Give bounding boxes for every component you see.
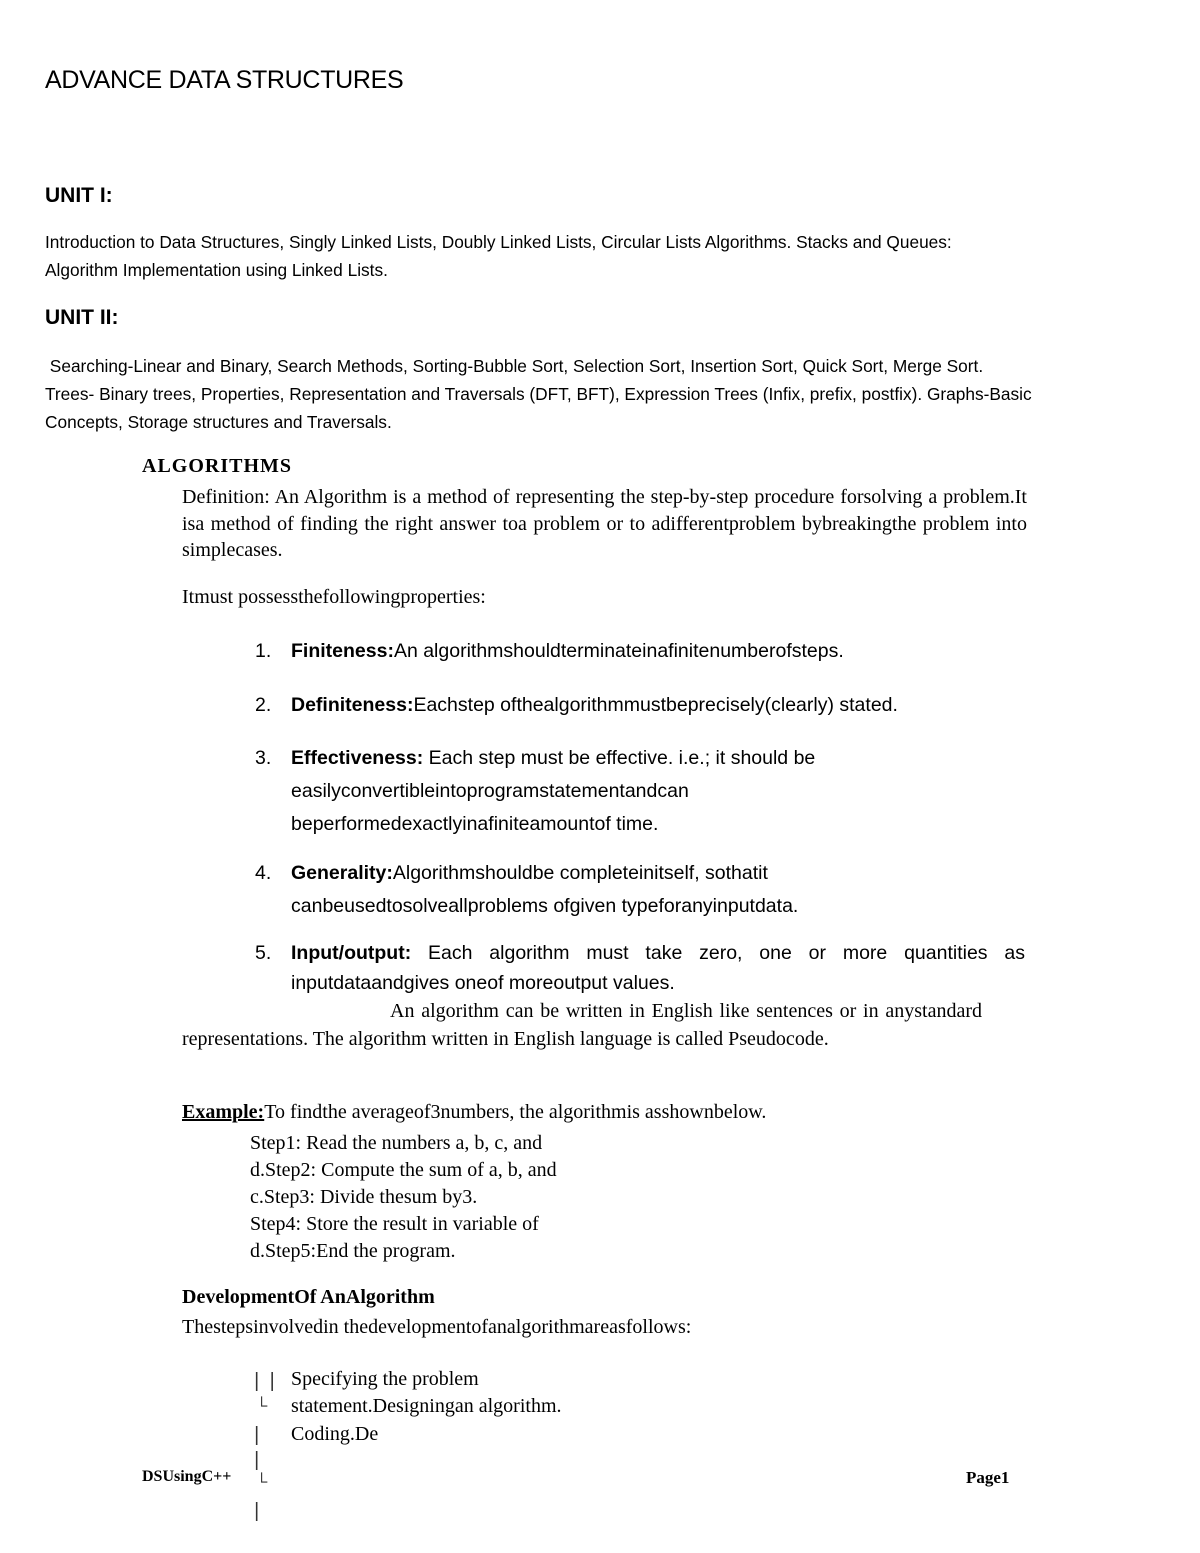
example-step: d.Step2: Compute the sum of a, b, and <box>250 1159 557 1181</box>
property-text: Each algorithm must take zero, one or more quantities as inputdataandgives oneof moreoutput values. <box>291 942 1025 994</box>
document-title: ADVANCE DATA STRUCTURES <box>45 66 404 94</box>
example-step: c.Step3: Divide thesum by3. <box>250 1186 478 1208</box>
properties-intro: Itmust possessthefollowingproperties: <box>182 586 486 608</box>
property-item <box>255 689 1025 722</box>
example-label: Example: <box>182 1101 265 1123</box>
property-number: 3. <box>255 747 272 769</box>
development-intro: Thestepsinvolvedin thedevelopmentofanalgorithmareasfollows: <box>182 1316 692 1338</box>
unit-1-heading: UNIT I: <box>45 184 113 207</box>
property-item <box>255 635 1025 668</box>
property-number: 5. <box>255 942 272 964</box>
algorithm-definition: Definition: An Algorithm is a method of representing the step-by-step procedure forsolving a problem.It isa method of finding the right answer toa problem or to adifferentproblem bybreakingthe problem into simplecases. <box>182 486 1027 561</box>
property-term: Effectiveness: <box>291 747 424 769</box>
unit-2-line-2: Trees- Binary trees, Properties, Representation and Traversals (DFT, BFT), Expression Trees (Infix, prefix, postfix). Graphs-Basic <box>45 384 1032 404</box>
development-step: Coding.De <box>291 1423 379 1445</box>
property-number: 1. <box>255 640 272 662</box>
footer-course-name: DSUsingC++ <box>142 1468 232 1485</box>
property-text: An algorithmshouldterminateinafinitenumberofsteps. <box>393 640 844 662</box>
property-term: Input/output: <box>291 942 412 964</box>
property-text: Algorithmshouldbe completeinitself, sothatit canbeusedtosolveallproblems ofgiven typeforanyinputdata. <box>291 862 799 917</box>
bullet-box-icon: ▏ ▏ <box>256 1374 284 1391</box>
unit-2-line-3: Concepts, Storage structures and Traversals. <box>45 412 392 432</box>
example-step: Step4: Store the result in variable of <box>250 1213 539 1235</box>
property-term: Definiteness: <box>291 694 414 716</box>
pseudocode-paragraph-text: An algorithm can be written in English like sentences or in anystandard representations. The algorithm written in English language is called Pseudocode. <box>182 1000 982 1050</box>
unit-1-line-2: Algorithm Implementation using Linked Lists. <box>45 260 388 280</box>
property-term: Generality: <box>291 862 393 884</box>
development-step: statement.Designingan algorithm. <box>291 1395 562 1417</box>
property-item <box>255 742 895 841</box>
example-step: d.Step5:End the program. <box>250 1240 456 1262</box>
unit-1-line-1: Introduction to Data Structures, Singly Linked Lists, Doubly Linked Lists, Circular Lists Algorithms. Stacks and Queues: <box>45 232 952 252</box>
property-item <box>255 857 895 923</box>
unit-2-heading: UNIT II: <box>45 306 119 329</box>
example-step: Step1: Read the numbers a, b, c, and <box>250 1132 543 1154</box>
bullet-bar-icon: ▏ <box>256 1453 269 1470</box>
property-text: Eachstep ofthealgorithmmustbeprecisely(clearly) stated. <box>413 694 898 716</box>
bullet-box-icon: └ <box>256 1474 268 1491</box>
example-text: To findthe averageof3numbers, the algorithmis asshownbelow. <box>264 1101 767 1123</box>
bullet-bar-icon: ▏ <box>256 1504 269 1521</box>
pseudocode-paragraph <box>182 998 982 1053</box>
unit-2-line-1: Searching-Linear and Binary, Search Methods, Sorting-Bubble Sort, Selection Sort, Insertion Sort, Quick Sort, Merge Sort. <box>45 356 984 376</box>
property-number: 2. <box>255 694 272 716</box>
property-term: Finiteness: <box>291 640 394 662</box>
example-line <box>182 1101 766 1124</box>
algorithms-heading: ALGORITHMS <box>142 455 293 477</box>
property-number: 4. <box>255 862 272 884</box>
property-text: Each step must be effective. i.e.; it should be easilyconvertibleintoprogramstatementandcan beperformedexactlyinafiniteamountof time. <box>291 747 816 835</box>
development-heading: DevelopmentOf AnAlgorithm <box>182 1286 435 1308</box>
property-item <box>255 938 1025 998</box>
bullet-box-icon: └ <box>256 1398 268 1415</box>
footer-page-number: Page1 <box>966 1468 1010 1487</box>
bullet-bar-icon: ▏ <box>256 1428 269 1445</box>
development-step: Specifying the problem <box>291 1368 479 1390</box>
